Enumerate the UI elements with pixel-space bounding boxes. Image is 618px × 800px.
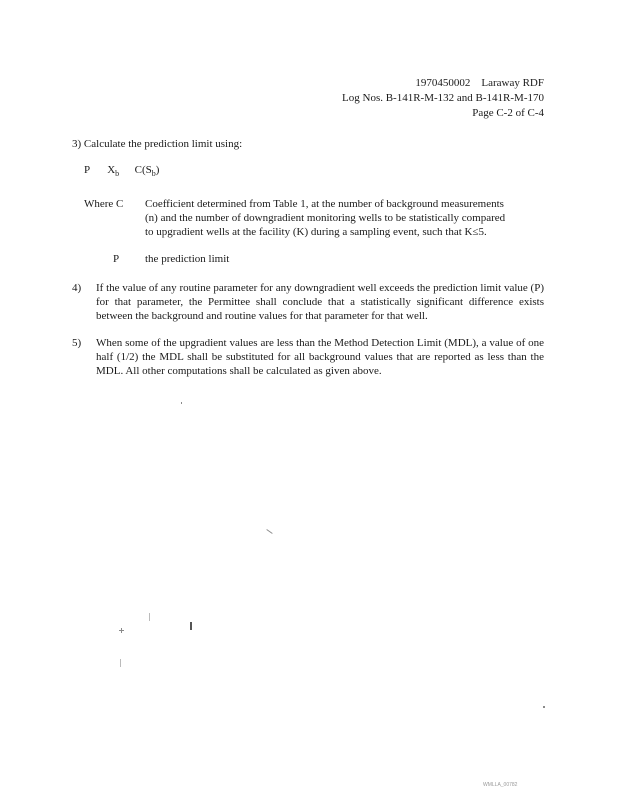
header-page-number: Page C-2 of C-4 [472, 107, 544, 119]
scan-speck [181, 402, 182, 404]
where-c-label: Where C [84, 198, 124, 210]
facility-id: 1970450002 [415, 77, 471, 89]
item-4-number: 4) [72, 282, 82, 294]
scan-speck [543, 706, 545, 708]
scan-mark [149, 613, 150, 621]
header-log-numbers: Log Nos. B-141R-M-132 and B-141R-M-170 [342, 92, 544, 104]
c-definition-line-2: (n) and the number of downgradient monitoring wells to be statistically compared [145, 212, 506, 224]
formula-x: X [107, 164, 116, 176]
scan-mark [120, 659, 121, 667]
c-definition-line-1: Coefficient determined from Table 1, at the number of background measurements [145, 198, 504, 210]
formula-x-subscript: b [115, 169, 120, 178]
item-3-intro: 3) Calculate the prediction limit using: [72, 138, 243, 150]
p-definition: the prediction limit [145, 253, 230, 265]
facility-name: Laraway RDF [481, 77, 544, 89]
item-4-text: If the value of any routine parameter for any downgradient well exceeds the prediction limit value (P) for that parameter, the Permittee shall conclude that a statistically significant difference exists between the background and routine values for that parameter for that well. [96, 282, 544, 322]
formula-c: C(S [134, 164, 152, 176]
c-definition-line-3: to upgradient wells at the facility (K) during a sampling event, such that K≤5. [145, 226, 487, 238]
formula-s-subscript: b [151, 169, 156, 178]
prediction-limit-formula [84, 163, 159, 181]
header-line-1 [415, 76, 544, 90]
formula-close: ) [155, 164, 160, 176]
bates-stamp: WMLLA_00782 [483, 782, 518, 788]
scan-mark [190, 622, 192, 630]
formula-p: P [84, 164, 90, 176]
scan-mark [266, 529, 272, 534]
p-label: P [113, 253, 120, 265]
item-5-text: When some of the upgradient values are less than the Method Detection Limit (MDL), a value of one half (1/2) the MDL shall be substituted for all background values that are reported as less than the MDL. All other computations shall be calculated as given above. [96, 337, 544, 377]
item-5-number: 5) [72, 337, 82, 349]
scan-mark [121, 628, 122, 633]
